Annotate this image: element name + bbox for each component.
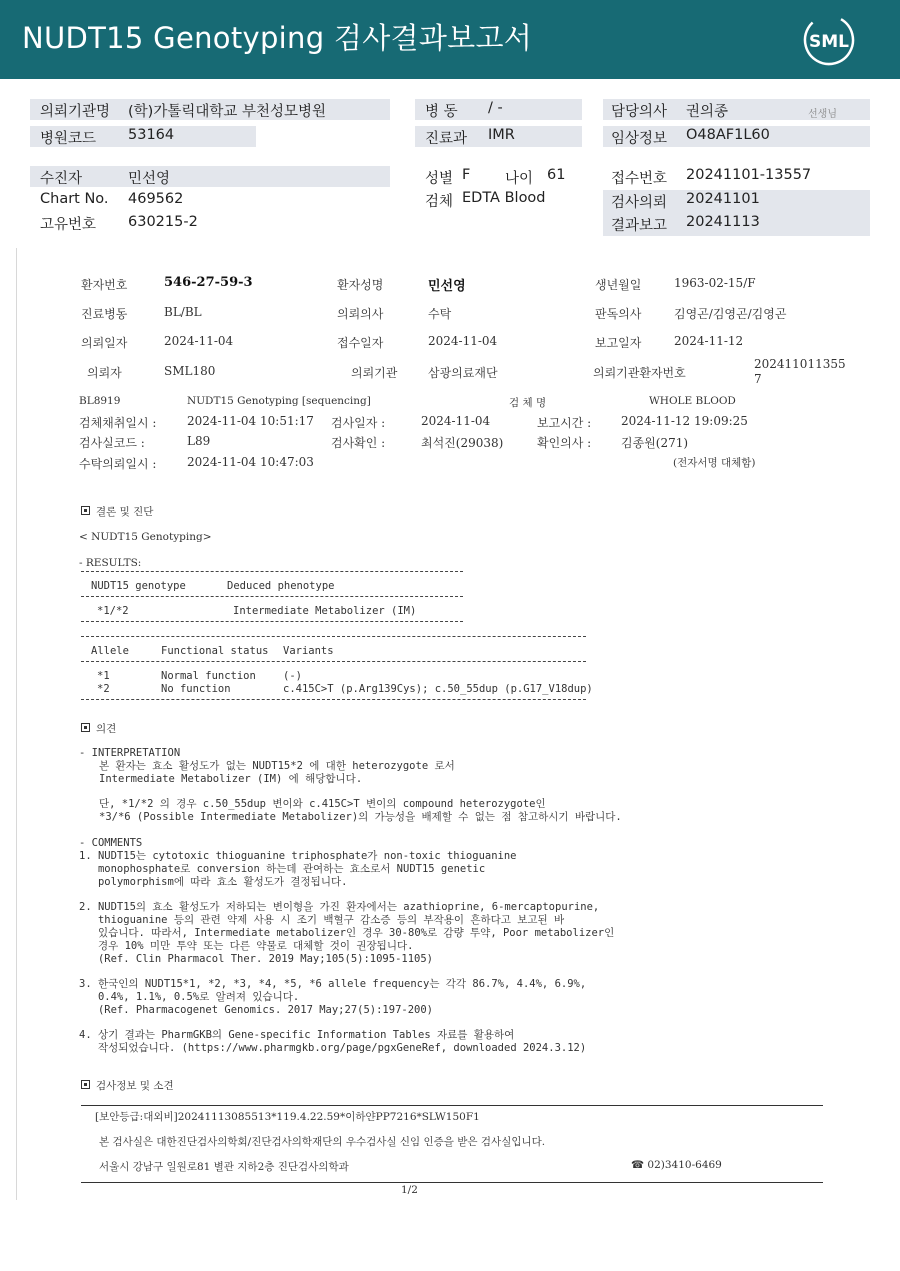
variant-cell: (-) xyxy=(283,670,302,682)
r1-label2: 환자성명 xyxy=(337,278,384,292)
r1-label3: 생년월일 xyxy=(595,278,642,292)
r2-value1: BL/BL xyxy=(164,305,202,319)
dept-value: IMR xyxy=(488,127,515,143)
r2-label2: 의뢰의사 xyxy=(337,307,384,321)
specimen-label: 검체 xyxy=(425,194,454,210)
allele-cell: *1 xyxy=(97,670,110,682)
logo-text: SML xyxy=(809,32,849,52)
patient-value: 민선영 xyxy=(128,171,171,187)
dept-label: 진료과 xyxy=(425,131,468,147)
variants-col-header: Variants xyxy=(283,645,334,657)
doctor-suffix: 선생님 xyxy=(808,109,837,120)
report-document xyxy=(16,248,886,1200)
security-line: [보안등급:대외비]20241113085513*119.4.22.59*이하얀PP7216*SLW150F1 xyxy=(95,1111,480,1123)
divider xyxy=(81,636,586,637)
comment-3b: 0.4%, 1.1%, 0.5%로 알려져 있습니다. xyxy=(79,991,300,1003)
r4-value2: 삼광의료재단 xyxy=(428,366,498,380)
r2-label1: 진료병동 xyxy=(81,307,128,321)
institution-label: 의뢰기관명 xyxy=(40,104,111,120)
section-box-icon xyxy=(81,723,90,732)
comment-1a: 1. NUDT15는 cytotoxic thioguanine triphosphate가 non-toxic thioguanine xyxy=(79,850,517,862)
divider xyxy=(81,596,463,597)
comment-2e: (Ref. Clin Pharmacol Ther. 2019 May;105(5):1095-1105) xyxy=(79,953,434,965)
consign-label: 수탁의뢰일시 : xyxy=(79,457,157,471)
section-test-info-label: 검사정보 및 소견 xyxy=(96,1080,174,1092)
certification-text: 본 검사실은 대한진단검사의학회/진단검사의학재단의 우수검사실 신임 인증을 받은 검사실입니다. xyxy=(99,1136,546,1148)
r4-value3b: 7 xyxy=(754,372,762,386)
hospital-code-value: 53164 xyxy=(128,127,175,143)
lab-address: 서울시 강남구 일원로81 별관 지하2층 진단검사의학과 xyxy=(99,1161,349,1173)
section-conclusion xyxy=(81,504,153,519)
specimen-name-label: 검 체 명 xyxy=(509,397,547,409)
variant-cell: c.415C>T (p.Arg139Cys); c.50_55dup (p.G17_V18dup) xyxy=(283,683,593,695)
sex-value: F xyxy=(462,167,471,183)
r1-value3: 1963-02-15/F xyxy=(674,276,756,290)
ward-value: / - xyxy=(488,100,503,116)
comment-2c: 있습니다. 따라서, Intermediate metabolizer인 경우 30-80%로 감량 투약, Poor metabolizer인 xyxy=(79,927,615,939)
r3-label1: 의뢰일자 xyxy=(81,336,128,350)
sml-logo-icon xyxy=(802,13,856,67)
report-title: NUDT15 Genotyping 검사결과보고서 xyxy=(22,21,533,55)
age-label: 나이 xyxy=(505,171,534,187)
r2-value3: 김영곤/김영곤/김영곤 xyxy=(674,307,787,321)
footer-top-rule xyxy=(81,1105,823,1106)
comment-4a: 4. 상기 결과는 PharmGKB의 Gene-specific Information Tables 자료를 활용하여 xyxy=(79,1029,515,1041)
comment-2b: thioguanine 등의 관련 약제 사용 시 조기 백혈구 감소증 등의 부작용이 흔하다고 보고된 바 xyxy=(79,914,565,926)
report-header xyxy=(0,0,900,79)
comment-3a: 3. 한국인의 NUDT15*1, *2, *3, *4, *5, *6 allele frequency는 각각 86.7%, 4.4%, 6.9%, xyxy=(79,978,587,990)
r3-label3: 보고일자 xyxy=(595,336,642,350)
report-time-value: 2024-11-12 19:09:25 xyxy=(621,414,748,428)
interpretation-label: - INTERPRETATION xyxy=(79,747,181,759)
collect-value: 2024-11-04 10:51:17 xyxy=(187,414,314,428)
doctor-label: 담당의사 xyxy=(611,104,668,120)
divider xyxy=(81,571,463,572)
age-value: 61 xyxy=(547,167,566,183)
section-box-icon xyxy=(81,506,90,515)
interp-p1b: Intermediate Metabolizer (IM) 에 해당합니다. xyxy=(99,773,363,785)
phenotype-col-header: Deduced phenotype xyxy=(227,580,335,592)
confirm-label: 검사확인 : xyxy=(331,436,386,450)
confirm-doc-value: 김종원(271) xyxy=(621,436,689,450)
unique-value: 630215-2 xyxy=(128,214,198,230)
r1-label1: 환자번호 xyxy=(81,278,128,292)
test-date-label: 검사일자 : xyxy=(331,416,386,430)
test-name: NUDT15 Genotyping [sequencing] xyxy=(187,395,371,407)
divider xyxy=(81,699,586,700)
clinical-value: O48AF1L60 xyxy=(686,127,770,143)
report-time-label: 보고시간 : xyxy=(537,416,592,430)
hospital-code-label: 병원코드 xyxy=(40,131,97,147)
section-test-info xyxy=(81,1078,174,1093)
footer-bottom-rule xyxy=(81,1182,823,1183)
clinical-label: 임상정보 xyxy=(611,131,668,147)
result-date-value: 20241113 xyxy=(686,214,760,230)
r1-value1: 546-27-59-3 xyxy=(164,275,253,290)
divider xyxy=(81,661,586,662)
comment-3c: (Ref. Pharmacogenet Genomics. 2017 May;27(5):197-200) xyxy=(79,1004,434,1016)
comment-4b: 작성되었습니다. (https://www.pharmgkb.org/page/pgxGeneRef, downloaded 2024.3.12) xyxy=(79,1042,587,1054)
test-date-value: 2024-11-04 xyxy=(421,414,491,428)
func-cell: No function xyxy=(161,683,231,695)
r4-label1: 의뢰자 xyxy=(87,366,122,380)
lab-code-value: L89 xyxy=(187,434,211,448)
r2-value2: 수탁 xyxy=(428,307,452,321)
specimen-value: EDTA Blood xyxy=(462,190,546,206)
request-date-label: 검사의뢰 xyxy=(611,195,668,211)
r3-label2: 접수일자 xyxy=(337,336,384,350)
interp-p2b: *3/*6 (Possible Intermediate Metabolizer)의 가능성을 배제할 수 없는 점 참고하시기 바랍니다. xyxy=(99,811,622,823)
allele-cell: *2 xyxy=(97,683,110,695)
interp-p2a: 단, *1/*2 의 경우 c.50_55dup 변이와 c.415C>T 변이의 compound heterozygote인 xyxy=(99,798,546,810)
comments-label: - COMMENTS xyxy=(79,837,143,849)
comment-2a: 2. NUDT15의 효소 활성도가 저하되는 변이형을 가진 환자에서는 azathioprine, 6-mercaptopurine, xyxy=(79,901,600,913)
receipt-no-label: 접수번호 xyxy=(611,171,668,187)
institution-value: (학)가톨릭대학교 부천성모병원 xyxy=(128,104,327,120)
genotype-value: *1/*2 xyxy=(97,605,129,617)
confirm-doc-label: 확인의사 : xyxy=(537,436,592,450)
r3-value2: 2024-11-04 xyxy=(428,334,498,348)
lab-phone: ☎ 02)3410-6469 xyxy=(631,1159,722,1171)
results-heading: < NUDT15 Genotyping> xyxy=(79,531,212,543)
allele-col-header: Allele xyxy=(91,645,129,657)
r4-label2: 의뢰기관 xyxy=(351,366,398,380)
test-code: BL8919 xyxy=(79,395,121,407)
chart-value: 469562 xyxy=(128,191,184,207)
interp-p1a: 본 환자는 효소 활성도가 없는 NUDT15*2 에 대한 heterozygote 로서 xyxy=(99,760,455,772)
lab-code-label: 검사실코드 : xyxy=(79,436,145,450)
comment-1b: monophosphate로 conversion 하는데 관여하는 효소로서 NUDT15 genetic xyxy=(79,863,486,875)
r1-value2: 민선영 xyxy=(428,279,466,294)
functional-col-header: Functional status xyxy=(161,645,269,657)
divider xyxy=(81,621,463,622)
specimen-name-value: WHOLE BLOOD xyxy=(649,395,736,407)
page-number: 1/2 xyxy=(401,1184,418,1196)
comment-1c: polymorphism에 따라 효소 활성도가 결정됩니다. xyxy=(79,876,348,888)
r3-value3: 2024-11-12 xyxy=(674,334,744,348)
comment-2d: 경우 10% 미만 투약 또는 다른 약물로 대체할 것이 권장됩니다. xyxy=(79,940,414,952)
phenotype-value: Intermediate Metabolizer (IM) xyxy=(233,605,417,617)
r4-value3a: 202411011355 xyxy=(754,357,846,371)
r4-label3: 의뢰기관환자번호 xyxy=(593,366,686,380)
esign-note: (전자서명 대체함) xyxy=(673,457,756,469)
r4-value1: SML180 xyxy=(164,364,216,378)
section-opinion-label: 의견 xyxy=(96,723,117,735)
section-conclusion-label: 결론 및 진단 xyxy=(96,506,154,518)
chart-label: Chart No. xyxy=(40,191,109,207)
request-date-value: 20241101 xyxy=(686,191,760,207)
results-label: - RESULTS: xyxy=(79,557,142,569)
confirm-value: 최석진(29038) xyxy=(421,436,504,450)
unique-label: 고유번호 xyxy=(40,217,97,233)
r3-value1: 2024-11-04 xyxy=(164,334,234,348)
result-date-label: 결과보고 xyxy=(611,218,668,234)
ward-label: 병 동 xyxy=(425,104,458,120)
sex-label: 성별 xyxy=(425,171,454,187)
func-cell: Normal function xyxy=(161,670,256,682)
genotype-col-header: NUDT15 genotype xyxy=(91,580,186,592)
patient-label: 수진자 xyxy=(40,171,83,187)
r2-label3: 판독의사 xyxy=(595,307,642,321)
doctor-value: 권의종 xyxy=(686,104,729,120)
section-opinion xyxy=(81,721,116,736)
receipt-no-value: 20241101-13557 xyxy=(686,167,812,183)
row-bg xyxy=(30,166,390,187)
collect-label: 검체채취일시 : xyxy=(79,416,157,430)
consign-value: 2024-11-04 10:47:03 xyxy=(187,455,314,469)
section-box-icon xyxy=(81,1080,90,1089)
